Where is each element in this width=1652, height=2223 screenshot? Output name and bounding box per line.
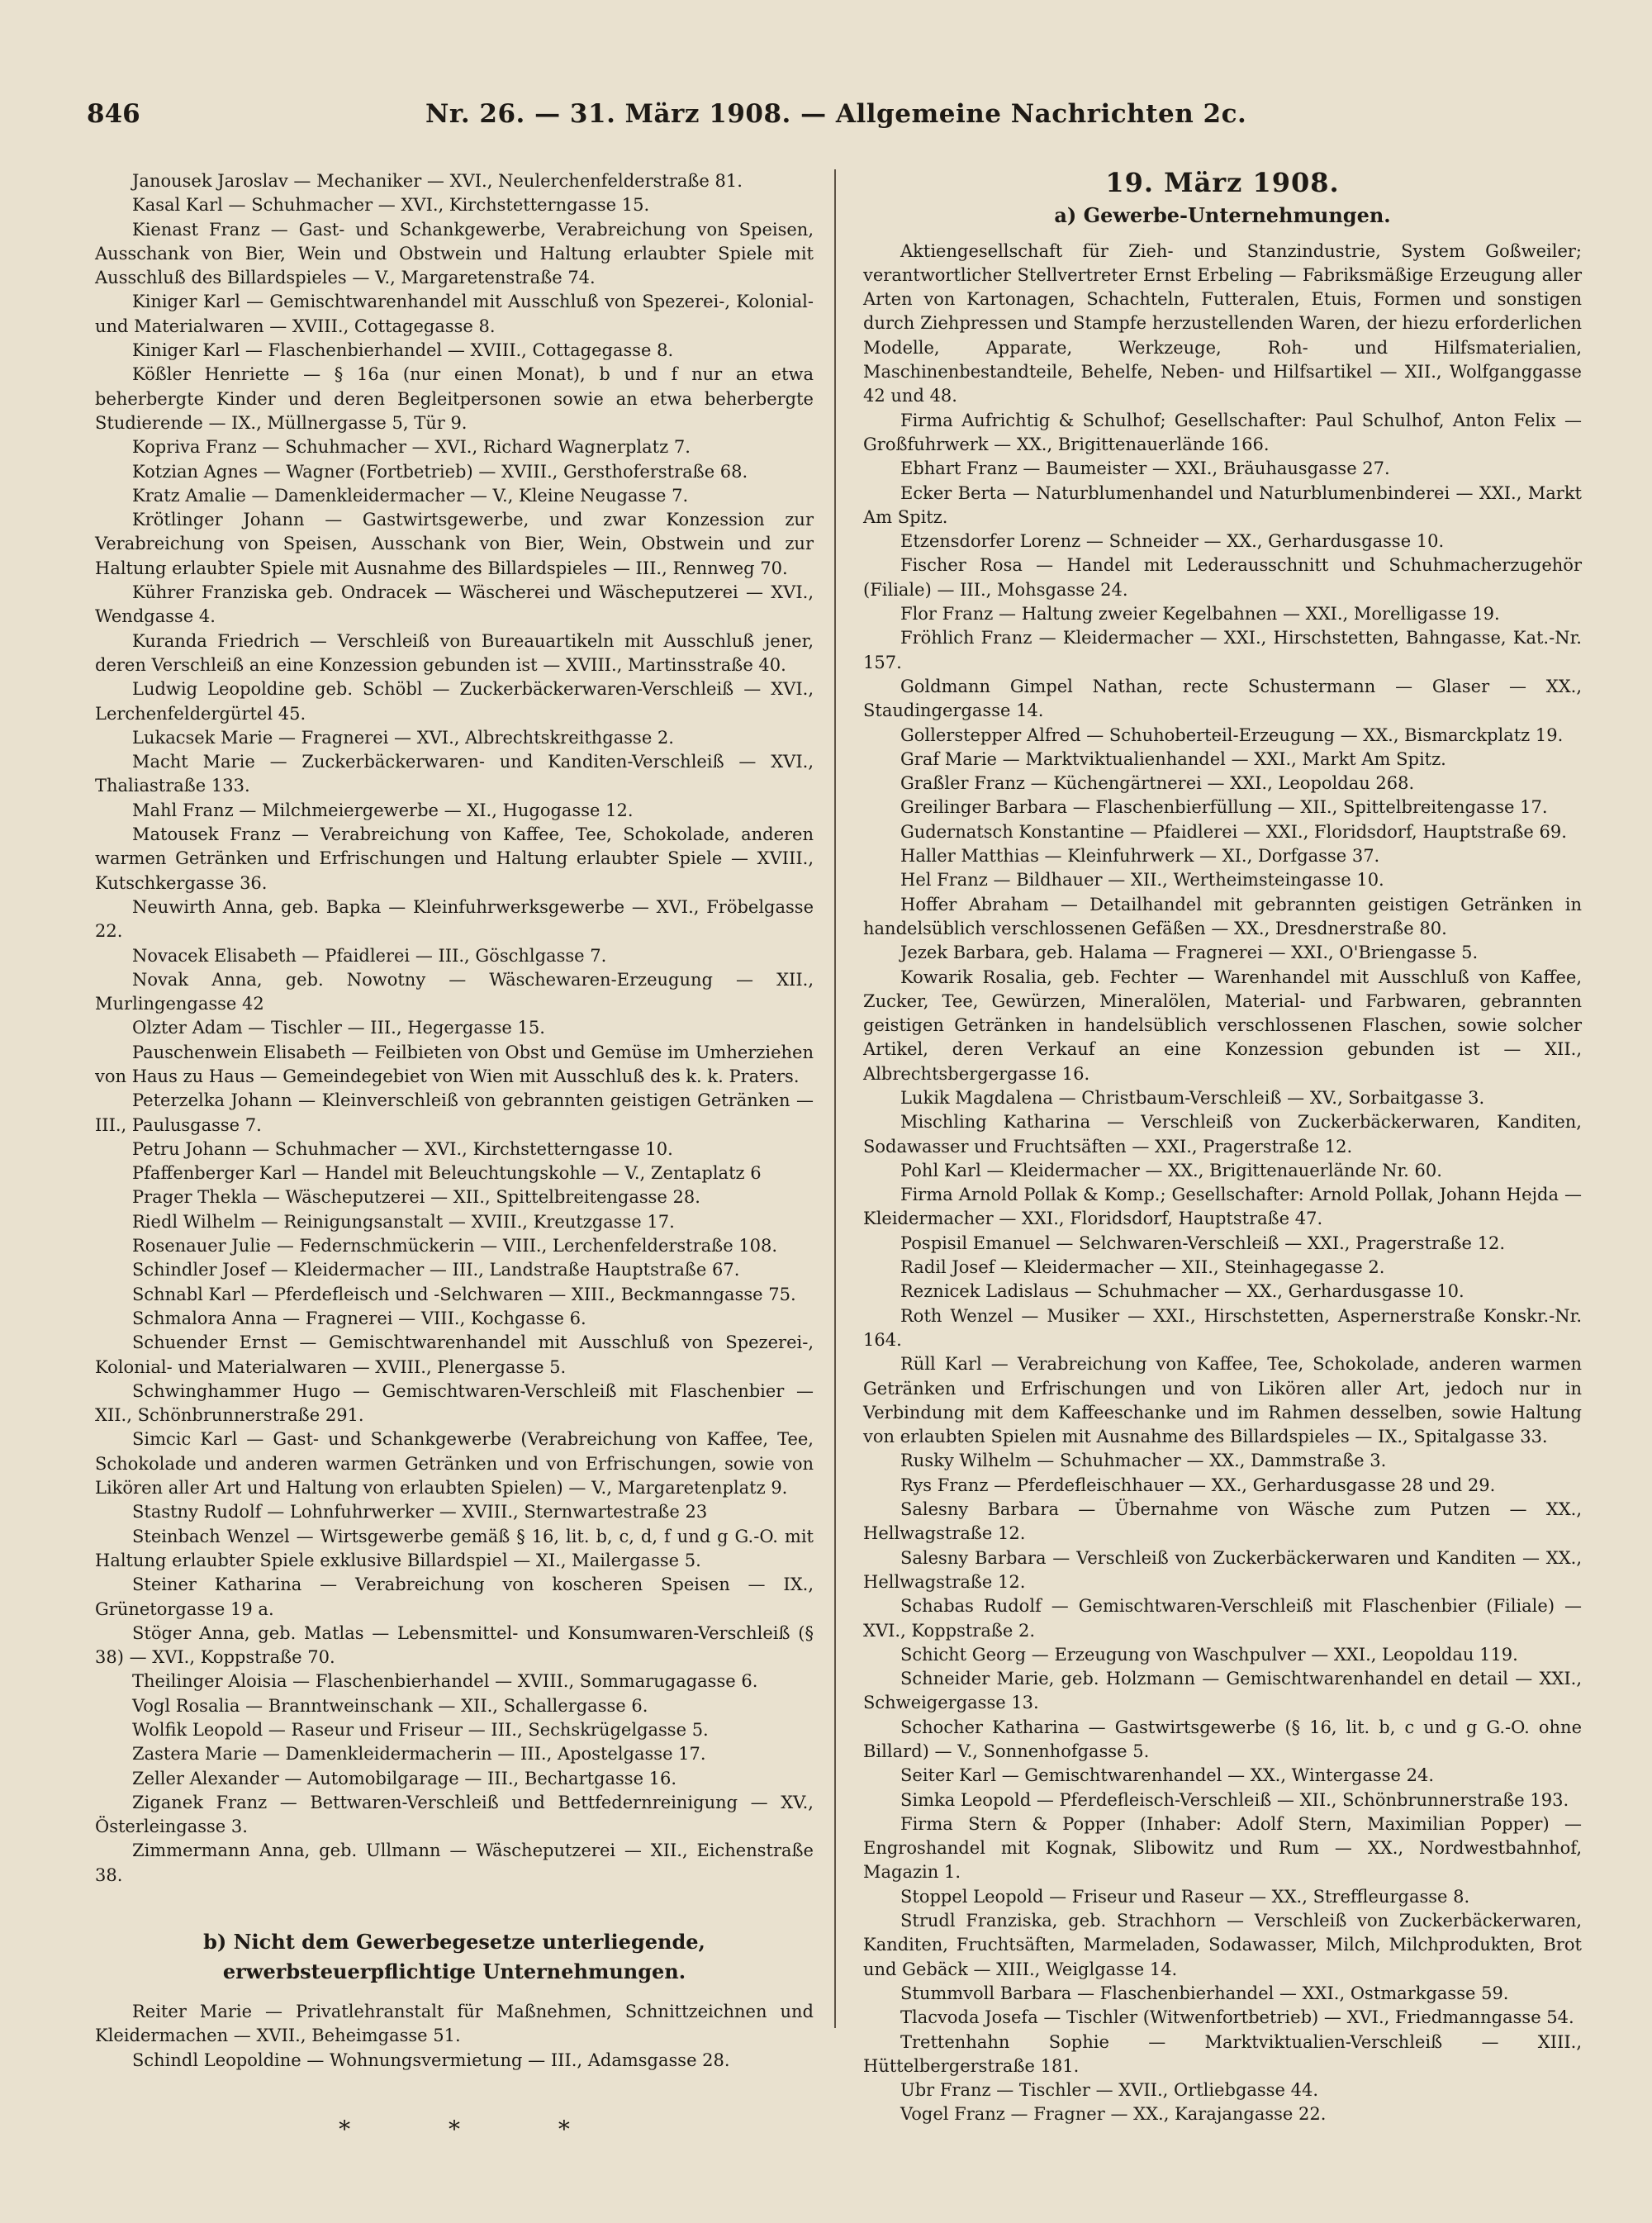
list-item: Lukik Magdalena — Christbaum-Verschleiß — XV., Sorbaitgasse 3. (900, 1087, 1485, 1108)
list-item: Trettenhahn Sophie — Marktviktualien-Verschleiß — XIII., Hüttelbergerstraße 181. (863, 2031, 1582, 2076)
entry-list-right (863, 240, 1582, 2127)
list-item: Radil Josef — Kleidermacher — XII., Steinhagegasse 2. (900, 1257, 1385, 1278)
list-item: Riedl Wilhelm — Reinigungsanstalt — XVIII., Kreutzgasse 17. (132, 1211, 675, 1232)
list-item: Ubr Franz — Tischler — XVII., Ortliebgasse 44. (900, 2080, 1318, 2101)
list-item: Reiter Marie — Privatlehranstalt für Maßnehmen, Schnittzeichnen und Kleidermachen — XVII., Beheimgasse 51. (95, 2002, 814, 2046)
list-item: Zimmermann Anna, geb. Ullmann — Wäscheputzerei — XII., Eichenstraße 38. (95, 1841, 814, 1885)
list-item: Novak Anna, geb. Nowotny — Wäschewaren-Erzeugung — XII., Murlingengasse 42 (95, 969, 814, 1014)
list-item: Graf Marie — Marktviktualienhandel — XXI., Markt Am Spitz. (900, 748, 1446, 769)
list-item: Aktiengesellschaft für Zieh- und Stanzindustrie, System Goßweiler; verantwortlicher Stellvertreter Ernst Erbeling — Fabriksmäßige Erzeugung aller Arten von Kartonagen, Schachteln, Futteralen, Etuis, Formen und sonstigen durch Ziehpressen und Stampfe herzustellenden Waren, der hiezu erforderlichen Modelle, Apparate, Werkzeuge, Roh- und Hilfsmaterialien, Maschinenbestandteile, Behelfe, Neben- und Hilfsartikel — XII., Wolfganggasse 42 und 48. (863, 240, 1582, 406)
list-item: Theilinger Aloisia — Flaschenbierhandel — XVIII., Sommarugagasse 6. (132, 1671, 758, 1692)
list-item: Lukacsek Marie — Fragnerei — XVI., Albrechtskreithgasse 2. (132, 727, 674, 748)
list-item: Kiniger Karl — Gemischtwarenhandel mit Ausschluß von Spezerei-, Kolonial- und Materialwaren — XVIII., Cottagegasse 8. (95, 292, 814, 336)
list-item: Gollerstepper Alfred — Schuhoberteil-Erzeugung — XX., Bismarckplatz 19. (900, 724, 1564, 745)
list-item: Zastera Marie — Damenkleidermacherin — III., Apostelgasse 17. (132, 1744, 706, 1765)
page-number: 846 (87, 99, 140, 129)
list-item: Mischling Katharina — Verschleiß von Zuckerbäckerwaren, Kanditen, Sodawasser und Fruchtsäften — XXI., Pragerstraße 12. (863, 1112, 1582, 1157)
list-item: Kowarik Rosalia, geb. Fechter — Warenhandel mit Ausschluß von Kaffee, Zucker, Tee, Gewürzen, Mineralölen, Material- und Farbwaren, gebrannten geistigen Getränken in handelsüblich verschlossenen Flaschen, sowie solcher Artikel, deren Verkauf an eine Konzession gebunden ist — XII., Albrechtsbergergasse 16. (863, 967, 1582, 1084)
page-header-title: Nr. 26. — 31. März 1908. — Allgemeine Nachrichten 2c. (425, 99, 1247, 129)
list-item: Stummvoll Barbara — Flaschenbierhandel — XXI., Ostmarkgasse 59. (900, 1983, 1509, 2003)
list-item: Schindler Josef — Kleidermacher — III., Landstraße Hauptstraße 67. (132, 1260, 740, 1280)
list-item: Pohl Karl — Kleidermacher — XX., Brigittenauerlände Nr. 60. (900, 1160, 1442, 1180)
list-item: Peterzelka Johann — Kleinverschleiß von gebrannten geistigen Getränken — III., Paulusgasse 7. (95, 1090, 814, 1135)
list-item: Strudl Franziska, geb. Strachhorn — Verschleiß von Zuckerbäckerwaren, Kanditen, Fruchtsäften, Marmeladen, Sodawasser, Milch, Milchprodukten, Brot und Gebäck — XIII., Weiglgasse 14. (863, 1911, 1582, 1979)
list-item: Firma Aufrichtig & Schulhof; Gesellschafter: Paul Schulhof, Anton Felix — Großfuhrwerk — XX., Brigittenauerlände 166. (863, 410, 1582, 454)
list-item: Salesny Barbara — Übernahme von Wäsche zum Putzen — XX., Hellwagstraße 12. (863, 1499, 1582, 1544)
list-item: Simka Leopold — Pferdefleisch-Verschleiß — XII., Schönbrunnerstraße 193. (900, 1789, 1569, 1810)
list-item: Ebhart Franz — Baumeister — XXI., Bräuhausgasse 27. (900, 458, 1390, 479)
list-item: Kasal Karl — Schuhmacher — XVI., Kirchstetterngasse 15. (132, 195, 650, 216)
list-item: Firma Stern & Popper (Inhaber: Adolf Stern, Maximilian Popper) — Engroshandel mit Kognak, Slibowitz und Rum — XX., Nordwestbahnhof, Magazin 1. (863, 1813, 1582, 1883)
list-item: Pauschenwein Elisabeth — Feilbieten von Obst und Gemüse im Umherziehen von Haus zu Haus — Gemeindegebiet von Wien mit Ausschluß des k. k. Praters. (95, 1042, 814, 1086)
entry-list-left (95, 169, 814, 1888)
list-item: Fischer Rosa — Handel mit Lederausschnitt und Schuhmacherzugehör (Filiale) — III., Mohsgasse 24. (863, 555, 1582, 600)
list-item: Jezek Barbara, geb. Halama — Fragnerei — XXI., O'Briengasse 5. (900, 943, 1479, 963)
list-item: Kiniger Karl — Flaschenbierhandel — XVIII., Cottagegasse 8. (132, 340, 674, 361)
list-item: Hoffer Abraham — Detailhandel mit gebrannten geistigen Getränken in handelsüblich verschlossenen Gefäßen — XX., Dresdnerstraße 80. (863, 894, 1582, 938)
page-header (87, 93, 1574, 142)
list-item: Macht Marie — Zuckerbäckerwaren- und Kanditen-Verschleiß — XVI., Thaliastraße 133. (95, 752, 814, 796)
list-item: Schneider Marie, geb. Holzmann — Gemischtwarenhandel en detail — XXI., Schweigergasse 13. (863, 1669, 1582, 1713)
list-item: Fröhlich Franz — Kleidermacher — XXI., Hirschstetten, Bahngasse, Kat.-Nr. 157. (863, 628, 1582, 672)
list-item: Reznicek Ladislaus — Schuhmacher — XX., Gerhardusgasse 10. (900, 1281, 1464, 1302)
list-item: Kopriva Franz — Schuhmacher — XVI., Richard Wagnerplatz 7. (132, 437, 691, 458)
section-a-heading: a) Gewerbe-Unternehmungen. (1054, 203, 1391, 228)
list-item: Janousek Jaroslav — Mechaniker — XVI., Neulerchenfelderstraße 81. (132, 171, 743, 191)
list-item: Schnabl Karl — Pferdefleisch und -Selchwaren — XIII., Beckmanngasse 75. (132, 1284, 796, 1304)
list-item: Krötlinger Johann — Gastwirtsgewerbe, und zwar Konzession zur Verabreichung von Speisen, Ausschank von Bier, Wein, Obstwein und zur Haltung erlaubter Spiele mit Ausnahme des Billardspieles — III., Rennweg 70. (95, 510, 814, 578)
list-item: Kößler Henriette — § 16a (nur einen Monat), b und f nur an etwa beherbergte Kinder und deren Begleitpersonen sowie an etwa beherbergte Studierende — IX., Müllnergasse 5, Tür 9. (95, 364, 814, 433)
date-heading: 19. März 1908. (1105, 167, 1340, 198)
list-item: Firma Arnold Pollak & Komp.; Gesellschafter: Arnold Pollak, Johann Hejda — Kleidermacher — XXI., Floridsdorf, Hauptstraße 47. (863, 1185, 1582, 1229)
list-item: Schwinghammer Hugo — Gemischtwaren-Verschleiß mit Flaschenbier — XII., Schönbrunnerstraße 291. (95, 1380, 814, 1426)
list-item: Kuranda Friedrich — Verschleiß von Bureauartikeln mit Ausschluß jener, deren Verschleiß an eine Konzession gebunden ist — XVIII., Martinsstraße 40. (95, 630, 814, 675)
list-item: Goldmann Gimpel Nathan, recte Schustermann — Glaser — XX., Staudingergasse 14. (863, 676, 1582, 721)
section-separator: * * * (339, 2115, 615, 2143)
list-item: Haller Matthias — Kleinfuhrwerk — XI., Dorfgasse 37. (900, 846, 1380, 867)
list-item: Pfaffenberger Karl — Handel mit Beleuchtungskohle — V., Zentaplatz 6 (132, 1163, 762, 1184)
list-item: Ludwig Leopoldine geb. Schöbl — Zuckerbäckerwaren-Verschleiß — XVI., Lerchenfeldergürtel 45. (95, 679, 814, 724)
list-item: Pospisil Emanuel — Selchwaren-Verschleiß — XXI., Pragerstraße 12. (900, 1233, 1506, 1253)
list-item: Rosenauer Julie — Federnschmückerin — VIII., Lerchenfelderstraße 108. (132, 1236, 778, 1256)
list-item: Stoppel Leopold — Friseur und Raseur — XX., Streffleurgasse 8. (900, 1886, 1470, 1907)
list-item: Wolfik Leopold — Raseur und Friseur — III., Sechskrügelgasse 5. (132, 1720, 709, 1740)
list-item: Seiter Karl — Gemischtwarenhandel — XX., Wintergasse 24. (900, 1765, 1435, 1786)
list-item: Salesny Barbara — Verschleiß von Zuckerbäckerwaren und Kanditen — XX., Hellwagstraße 12. (863, 1547, 1582, 1592)
list-item: Novacek Elisabeth — Pfaidlerei — III., Göschlgasse 7. (132, 945, 607, 966)
list-item: Schocher Katharina — Gastwirtsgewerbe (§ 16, lit. b, c und g G.-O. ohne Billard) — V., Sonnenhofgasse 5. (863, 1717, 1582, 1761)
list-item: Stastny Rudolf — Lohnfuhrwerker — XVIII., Sternwartestraße 23 (132, 1502, 708, 1522)
list-item: Roth Wenzel — Musiker — XXI., Hirschstetten, Aspernerstraße Konskr.-Nr. 164. (863, 1305, 1582, 1350)
list-item: Neuwirth Anna, geb. Bapka — Kleinfuhrwerksgewerbe — XVI., Fröbelgasse 22. (95, 896, 814, 942)
list-item: Vogel Franz — Fragner — XX., Karajangasse 22. (900, 2104, 1327, 2125)
list-item: Kotzian Agnes — Wagner (Fortbetrieb) — XVIII., Gersthoferstraße 68. (132, 461, 748, 482)
list-item: Kührer Franziska geb. Ondracek — Wäscherei und Wäscheputzerei — XVI., Wendgasse 4. (95, 582, 814, 627)
list-item: Tlacvoda Josefa — Tischler (Witwenfortbetrieb) — XVI., Friedmanngasse 54. (900, 2007, 1574, 2028)
list-item: Schuender Ernst — Gemischtwarenhandel mit Ausschluß von Spezerei-, Kolonial- und Materialwaren — XVIII., Plenergasse 5. (95, 1332, 814, 1377)
list-item: Hel Franz — Bildhauer — XII., Wertheimsteingasse 10. (900, 870, 1384, 891)
list-item: Petru Johann — Schuhmacher — XVI., Kirchstetterngasse 10. (132, 1138, 673, 1159)
list-item: Mahl Franz — Milchmeiergewerbe — XI., Hugogasse 12. (132, 800, 634, 820)
list-item: Kratz Amalie — Damenkleidermacher — V., Kleine Neugasse 7. (132, 485, 689, 506)
list-item: Simcic Karl — Gast- und Schankgewerbe (Verabreichung von Kaffee, Tee, Schokolade und anderen warmen Getränken und von Erfrischungen, sowie von Likören aller Art und Haltung von erlaubten Spielen) — V., Margaretenplatz 9. (95, 1429, 814, 1499)
list-item: Stöger Anna, geb. Matlas — Lebensmittel- und Konsumwaren-Verschleiß (§ 38) — XVI., Koppstraße 70. (95, 1622, 814, 1668)
list-item: Rys Franz — Pferdefleischhauer — XX., Gerhardusgasse 28 und 29. (900, 1475, 1496, 1495)
list-item: Zeller Alexander — Automobilgarage — III., Bechartgasse 16. (132, 1768, 677, 1788)
section-b-heading: b) Nicht dem Gewerbegesetze unterliegende, erwerbsteuerpflichtige Unternehmungen. (203, 1930, 705, 1984)
list-item: Prager Thekla — Wäscheputzerei — XII., Spittelbreitengasse 28. (132, 1187, 700, 1208)
right-column (863, 169, 1582, 2127)
list-item: Olzter Adam — Tischler — III., Hegergasse 15. (132, 1018, 545, 1038)
list-item: Greilinger Barbara — Flaschenbierfüllung — XII., Spittelbreitengasse 17. (900, 797, 1548, 818)
list-item: Matousek Franz — Verabreichung von Kaffee, Tee, Schokolade, anderen warmen Getränken und Erfrischungen und Haltung erlaubter Spiele — XVIII., Kutschkergasse 36. (95, 824, 814, 893)
list-item: Flor Franz — Haltung zweier Kegelbahnen — XXI., Morelligasse 19. (900, 604, 1500, 625)
list-item: Schmalora Anna — Fragnerei — VIII., Kochgasse 6. (132, 1308, 586, 1328)
list-item: Schindl Leopoldine — Wohnungsvermietung — III., Adamsgasse 28. (132, 2050, 730, 2070)
list-item: Vogl Rosalia — Branntweinschank — XII., Schallergasse 6. (132, 1695, 648, 1716)
left-column (95, 169, 814, 2141)
list-item: Rüll Karl — Verabreichung von Kaffee, Tee, Schokolade, anderen warmen Getränken und Erfrischungen und von Likören aller Art, jedoch nur in Verbindung mit dem Kaffeeschanke und im Rahmen desselben, sowie Haltung von erlaubten Spielen mit Ausnahme des Billardspieles — IX., Spitalgasse 33. (863, 1354, 1582, 1447)
entry-list-section-b (95, 2000, 814, 2073)
list-item: Kienast Franz — Gast- und Schankgewerbe, Verabreichung von Speisen, Ausschank von Bier, Wein und Obstwein und Haltung erlaubter Spiele mit Ausschluß des Billardspieles — V., Margaretenstraße 74. (95, 219, 814, 288)
list-item: Steinbach Wenzel — Wirtsgewerbe gemäß § 16, lit. b, c, d, f und g G.-O. mit Haltung erlaubter Spiele exklusive Billardspiel — XI., Mailergasse 5. (95, 1526, 814, 1570)
list-item: Schabas Rudolf — Gemischtwaren-Verschleiß mit Flaschenbier (Filiale) — XVI., Koppstraße 2. (863, 1596, 1582, 1641)
list-item: Rusky Wilhelm — Schuhmacher — XX., Dammstraße 3. (900, 1451, 1387, 1471)
list-item: Steiner Katharina — Verabreichung von koscheren Speisen — IX., Grünetorgasse 19 a. (95, 1575, 814, 1619)
list-item: Ecker Berta — Naturblumenhandel und Naturblumenbinderei — XXI., Markt Am Spitz. (863, 482, 1582, 527)
list-item: Ziganek Franz — Bettwaren-Verschleiß und Bettfedernreinigung — XV., Österleingasse 3. (95, 1792, 814, 1837)
list-item: Schicht Georg — Erzeugung von Waschpulver — XXI., Leopoldau 119. (900, 1644, 1518, 1665)
column-divider (834, 169, 836, 2028)
list-item: Gudernatsch Konstantine — Pfaidlerei — XXI., Floridsdorf, Hauptstraße 69. (900, 821, 1567, 842)
list-item: Etzensdorfer Lorenz — Schneider — XX., Gerhardusgasse 10. (900, 531, 1445, 552)
list-item: Graßler Franz — Küchengärtnerei — XXI., Leopoldau 268. (900, 773, 1415, 794)
